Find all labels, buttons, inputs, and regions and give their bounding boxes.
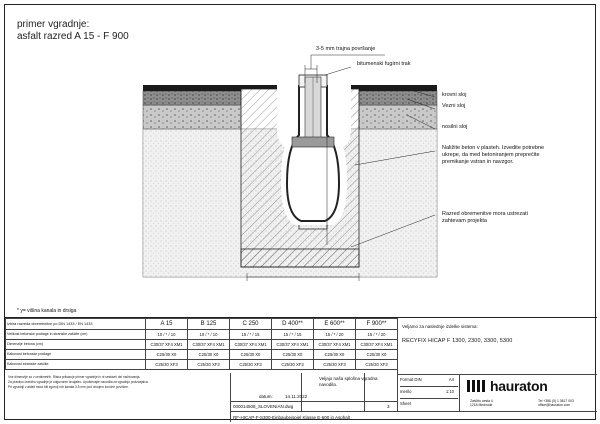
table-cell: C25/30 XF3 xyxy=(230,360,272,370)
drawing-sheet xyxy=(4,4,596,420)
table-row xyxy=(6,340,398,350)
row-label: Kakovost betonske podlage xyxy=(6,350,146,360)
address-line-2: 1218 Medvode xyxy=(470,403,493,407)
brand-name: hauraton xyxy=(490,378,548,394)
table-cell: C30/37 XF4 XM1 xyxy=(356,340,398,350)
note-line: Za pravilno izvedbo vgradnje je odgovoren izvajalec. Upoštevajte navodila za vgradnjo proizvajalca. xyxy=(8,380,149,384)
class-a15: A 15 xyxy=(146,319,188,330)
drawing-code: 000014508_SLOVENIAN.dwg xyxy=(233,404,294,409)
row-label: Kakovost stranske zaščite xyxy=(6,360,146,370)
table-cell: C25/30 XF3 xyxy=(188,360,230,370)
table-cell: C25/30 X0 xyxy=(314,350,356,360)
table-cell: 15 / * / 20 xyxy=(314,330,356,340)
drawing-code-row xyxy=(231,401,397,411)
concrete-note: Naližite beton v plasteh. Izvedite potrebne ukrepe, da med betoniranjem preprečite premikanje vstran in navzgor. xyxy=(442,145,545,165)
table-row xyxy=(6,330,398,340)
table-header-row xyxy=(6,319,398,330)
class-b125: B 125 xyxy=(188,319,230,330)
sheet-label: Sheet xyxy=(400,401,411,406)
product-line: RF-HICAP-F-S300-Einbaubeispiel Klasse E-600 in Asphalt xyxy=(231,411,597,422)
table-cell: C25/30 X0 xyxy=(272,350,314,360)
reinforcement-note: Razred obremenitve mora ustrezati zahtevam projekta xyxy=(442,211,528,224)
table-cell: 15 / * / 15 xyxy=(272,330,314,340)
table-cell: C30/37 XF4 XM1 xyxy=(230,340,272,350)
channel-body xyxy=(277,75,351,225)
class-c250: C 250 xyxy=(230,319,272,330)
applicable-products-list: RECYFIX HICAP F 1300, 2300, 3300, 5300 xyxy=(402,338,513,344)
revision-number: 3 xyxy=(387,404,390,409)
table-row xyxy=(6,360,398,370)
general-notes xyxy=(5,373,231,422)
class-e600: E 600** xyxy=(314,319,356,330)
class-d400: D 400** xyxy=(272,319,314,330)
applicable-products xyxy=(397,318,597,374)
table-cell: C25/30 X0 xyxy=(146,350,188,360)
wearing-layer-label: krovni sloj xyxy=(442,92,467,98)
table-cell: C25/30 XF3 xyxy=(356,360,398,370)
note-line: Pri vgradnji v asfalt mora biti zgornji rob kanala 3-5 mm pod nivojem končne površine. xyxy=(8,385,129,389)
load-class-table xyxy=(5,318,398,370)
sheet-row xyxy=(400,401,458,411)
table-cell: 15 / * / 15 xyxy=(230,330,272,340)
title-block xyxy=(5,317,597,421)
table-cell: C30/37 XF4 XM1 xyxy=(146,340,188,350)
row-label: Velikost betonske podlage in stranske zaščite (cm) xyxy=(6,330,146,340)
surface-finish-label: 3-5 mm trajna površanje xyxy=(316,46,376,52)
scale-row xyxy=(400,389,458,399)
brand-email: office@hauraton.com xyxy=(538,403,571,407)
binder-layer-label: Vezni sloj xyxy=(442,103,466,109)
table-cell: C25/30 XF3 xyxy=(314,360,356,370)
table-cell: C25/30 X0 xyxy=(356,350,398,360)
class-f900: F 900** xyxy=(356,319,398,330)
applicable-products-title: Veljamo za naslednje izdelke sistema: xyxy=(402,324,478,329)
table-cell: 10 / * / 10 xyxy=(146,330,188,340)
table-cell: C25/30 XF3 xyxy=(146,360,188,370)
joint-tape-label: bitumenski fugirni trak xyxy=(357,61,411,67)
brand-phone: Tel +386 (0) 1 3617 003 xyxy=(538,399,574,403)
brand-address xyxy=(470,399,493,407)
format-label: Format DIN xyxy=(400,377,422,382)
hauraton-logo-icon xyxy=(466,379,488,393)
format-row xyxy=(400,377,458,387)
row-label: Dimenzije betona (cm) xyxy=(6,340,146,350)
brand-contact xyxy=(538,399,574,407)
table-cell: 15 / * / 20 xyxy=(356,330,398,340)
date-value: 14.11.2022 xyxy=(285,394,308,399)
table-cell: C30/37 XF4 XM1 xyxy=(188,340,230,350)
address-line-1: Zaščito cesta 4 xyxy=(470,399,493,403)
brand-block xyxy=(459,374,597,411)
format-value: A4 xyxy=(448,377,454,382)
table-header-label: Izbira razreda obremenitve po DIN 1433 / EN 1433 xyxy=(6,319,146,330)
table-cell: C25/30 X0 xyxy=(230,350,272,360)
format-block xyxy=(397,374,459,411)
table-cell: C30/37 XF4 XM1 xyxy=(272,340,314,350)
table-cell: C25/30 XF3 xyxy=(272,360,314,370)
scale-value: 1:10 xyxy=(445,389,454,394)
base-layer-label: nosilni sloj xyxy=(442,124,468,130)
table-cell: C30/37 XF4 XM1 xyxy=(314,340,356,350)
title-line-1: primer vgradnje: xyxy=(17,19,90,30)
table-cell: C25/30 X0 xyxy=(188,350,230,360)
table-row xyxy=(6,350,398,360)
scale-label: merilo xyxy=(400,389,412,394)
footnote: * y= višina kanala in drsiga xyxy=(17,308,77,314)
date-label: datum: xyxy=(259,394,273,399)
table-cell: 10 / * / 10 xyxy=(188,330,230,340)
validity-note: Veljajo naša splošna vgradna navodila. xyxy=(319,376,378,387)
title-line-2: asfalt razred A 15 - F 900 xyxy=(17,31,129,42)
note-line: Vse dimenzije so v centimetrih. Risba prikazuje primer vgradnje in ni sestavni del načrtovanja. xyxy=(8,375,141,379)
